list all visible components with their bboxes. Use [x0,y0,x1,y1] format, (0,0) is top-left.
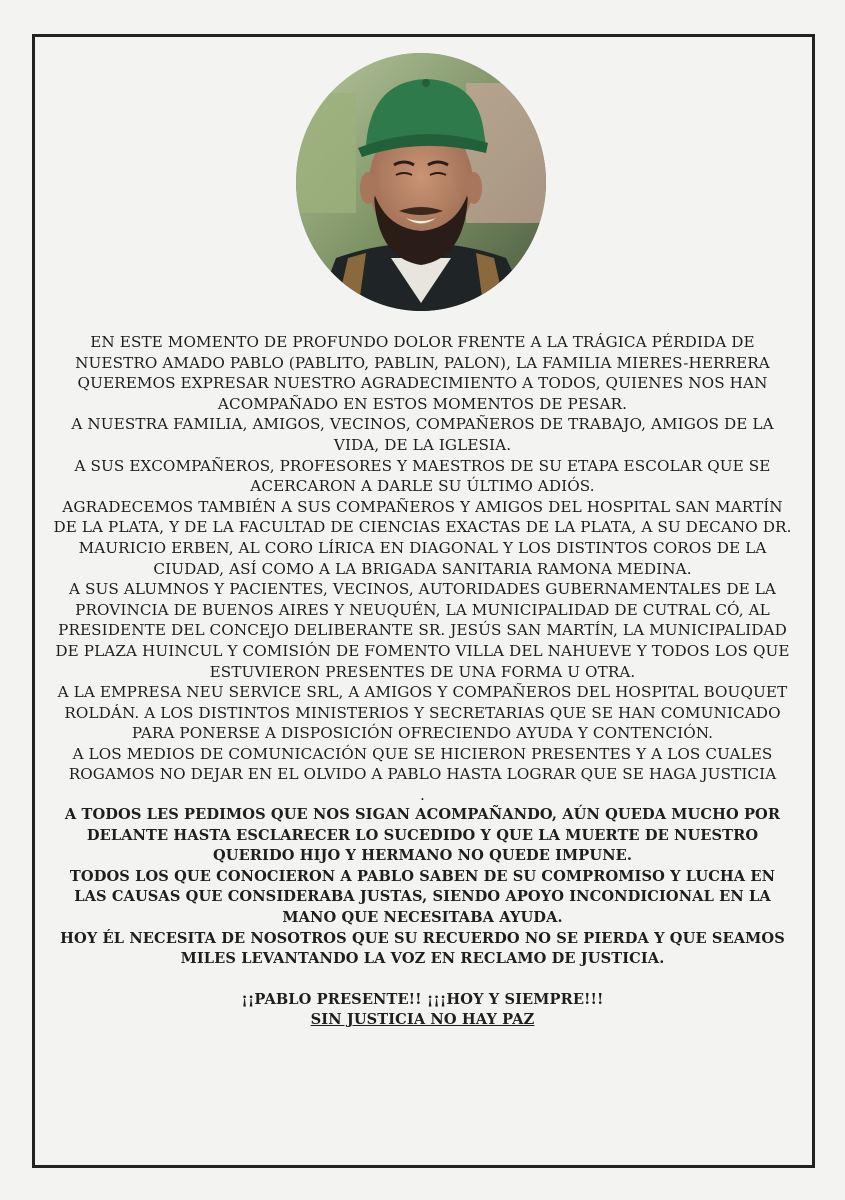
paragraph-media: A LOS MEDIOS DE COMUNICACIÓN QUE SE HICIERON PRESENTES Y A LOS CUALES ROGAMOS NO DEJAR EN EL OLVIDO A PABLO HASTA LOGRAR QUE SE HAGA JUSTICIA [68,744,777,784]
portrait-illustration [296,53,546,311]
acknowledgment-text [52,332,793,1031]
closing-slogan: ¡¡PABLO PRESENTE!! ¡¡¡HOY Y SIEMPRE!!! [241,990,604,1008]
closing-motto: SIN JUSTICIA NO HAY PAZ [310,1011,535,1029]
paragraph-justice: HOY ÉL NECESITA DE NOSOTROS QUE SU RECUERDO NO SE PIERDA Y QUE SEAMOS MILES LEVANTANDO LA VOZ EN RECLAMO DE JUSTICIA. [60,929,785,968]
paragraph-company: A LA EMPRESA NEU SERVICE SRL, A AMIGOS Y COMPAÑEROS DEL HOSPITAL BOUQUET ROLDÁN. A LOS DISTINTOS MINISTERIOS Y SECRETARIAS QUE SE HAN COMUNICADO PARA PONERSE A DISPOSICIÓN OFRECIENDO AYUDA Y CONTENCIÓN. [57,683,788,743]
separator-dot: . [420,786,425,805]
memorial-portrait-photo [296,53,546,311]
paragraph-commitment: TODOS LOS QUE CONOCIERON A PABLO SABEN DE SU COMPROMISO Y LUCHA EN LAS CAUSAS QUE CONSIDERABA JUSTAS, SIENDO APOYO INCONDICIONAL EN LA MANO QUE NECESITABA AYUDA. [69,867,776,927]
paragraph-intro: EN ESTE MOMENTO DE PROFUNDO DOLOR FRENTE A LA TRÁGICA PÉRDIDA DE NUESTRO AMADO PABLO (PABLITO, PABLIN, PALON), LA FAMILIA MIERES-HERRERA QUEREMOS EXPRESAR NUESTRO AGRADECIMIENTO A TODOS, QUIENES NOS HAN ACOMPAÑADO EN ESTOS MOMENTOS DE PESAR. [75,333,770,413]
paragraph-request: A TODOS LES PEDIMOS QUE NOS SIGAN ACOMPAÑANDO, AÚN QUEDA MUCHO POR DELANTE HASTA ESCLARECER LO SUCEDIDO Y QUE LA MUERTE DE NUESTRO QUERIDO HIJO Y HERMANO NO QUEDE IMPUNE. [64,806,781,865]
spacer [52,970,793,990]
paragraph-school: A SUS EXCOMPAÑEROS, PROFESORES Y MAESTROS DE SU ETAPA ESCOLAR QUE SE ACERCARON A DARLE SU ÚLTIMO ADIÓS. [74,456,771,496]
paragraph-authorities: A SUS ALUMNOS Y PACIENTES, VECINOS, AUTORIDADES GUBERNAMENTALES DE LA PROVINCIA DE BUENOS AIRES Y NEUQUÉN, LA MUNICIPALIDAD DE CUTRAL CÓ, AL PRESIDENTE DEL CONCEJO DELIBERANTE SR. JESÚS SAN MARTÍN, LA MUNICIPALIDAD DE PLAZA HUINCUL Y COMISIÓN DE FOMENTO VILLA DEL NAHUEVE Y TODOS LOS QUE ESTUVIERON PRESENTES DE UNA FORMA U OTRA. [55,580,790,681]
paragraph-hospital: AGRADECEMOS TAMBIÉN A SUS COMPAÑEROS Y AMIGOS DEL HOSPITAL SAN MARTÍN DE LA PLATA, Y DE LA FACULTAD DE CIENCIAS EXACTAS DE LA PLATA, A SU DECANO DR. MAURICIO ERBEN, AL CORO LÍRICA EN DIAGONAL Y LOS DISTINTOS COROS DE LA CIUDAD, ASÍ COMO A LA BRIGADA SANITARIA RAMONA MEDINA. [53,497,792,578]
paragraph-family: A NUESTRA FAMILIA, AMIGOS, VECINOS, COMPAÑEROS DE TRABAJO, AMIGOS DE LA VIDA, DE LA IGLESIA. [71,415,774,454]
